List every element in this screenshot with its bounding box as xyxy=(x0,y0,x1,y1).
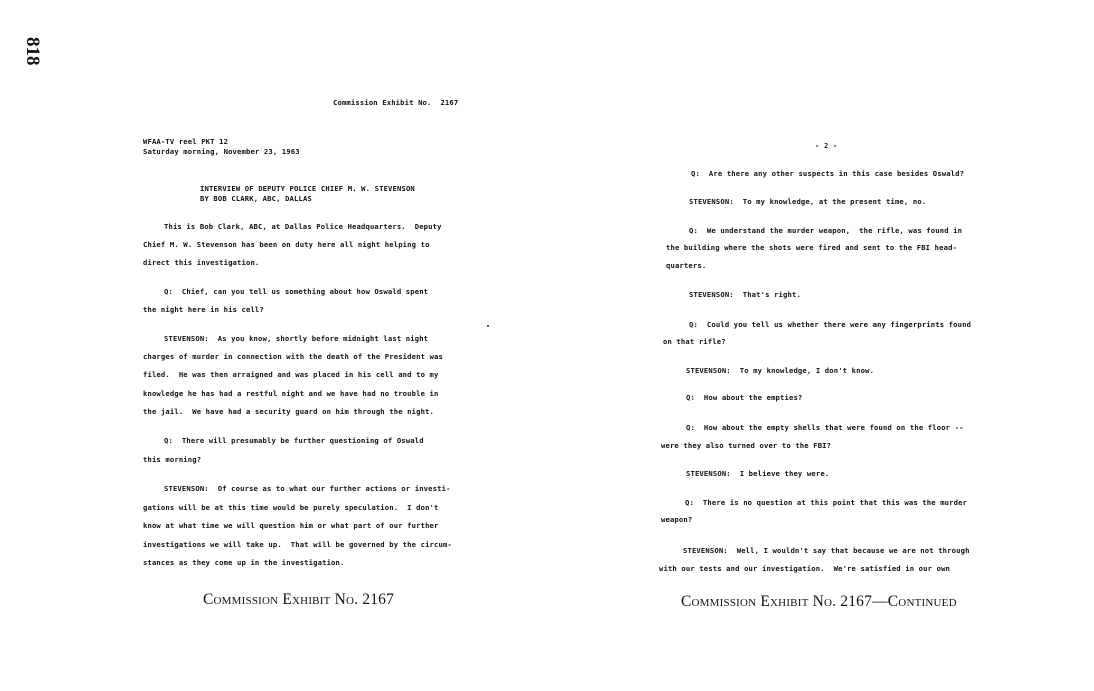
question-line: Q: Could you tell us whether there were any fingerprints found xyxy=(689,320,972,329)
question-line: Q: How about the empties? xyxy=(686,393,803,402)
question-line: the building where the shots were fired and sent to the FBI head- xyxy=(666,243,958,252)
answer-line: know at what time we will question him or what part of our further xyxy=(143,521,439,530)
answer-line: with our tests and our investigation. We're satisfied in our own xyxy=(659,564,951,573)
question-line: Q: There is no question at this point that this was the murder xyxy=(685,498,968,507)
answer-line: stances as they come up in the investigation. xyxy=(143,558,345,567)
question-line: quarters. xyxy=(666,261,707,270)
question-line: Q: Are there any other suspects in this case besides Oswald? xyxy=(691,169,965,178)
page-number: 818 xyxy=(22,37,43,66)
body-line: direct this investigation. xyxy=(143,258,260,267)
answer-line: investigations we will take up. That will be governed by the circum- xyxy=(143,540,452,549)
question-line: Q: How about the empty shells that were found on the floor -- xyxy=(686,423,964,432)
date-line: Saturday morning, November 23, 1963 xyxy=(143,147,300,156)
exhibit-header: Commission Exhibit No. 2167 xyxy=(333,98,459,107)
question-line: were they also turned over to the FBI? xyxy=(661,441,832,450)
answer-line: charges of murder in connection with the death of the President was xyxy=(143,352,443,361)
interview-title-line-1: INTERVIEW OF DEPUTY POLICE CHIEF M. W. STEVENSON xyxy=(200,184,415,193)
exhibit-caption-left: Commission Exhibit No. 2167 xyxy=(203,591,395,608)
answer-line: STEVENSON: Well, I wouldn't say that because we are not through xyxy=(683,546,970,555)
answer-line: STEVENSON: As you know, shortly before midnight last night xyxy=(164,334,429,343)
answer-line: STEVENSON: Of course as to what our further actions or investi- xyxy=(164,484,451,493)
interview-title-line-2: BY BOB CLARK, ABC, DALLAS xyxy=(200,194,312,203)
question-line: weapon? xyxy=(661,515,693,524)
answer-line: the jail. We have had a security guard on him through the night. xyxy=(143,407,435,416)
scan-speck xyxy=(487,325,489,327)
answer-line: knowledge he has had a restful night and we have had no trouble in xyxy=(143,389,439,398)
body-line: Chief M. W. Stevenson has been on duty here all night helping to xyxy=(143,240,430,249)
answer-line: gations will be at this time would be purely speculation. I don't xyxy=(143,503,439,512)
question-line: this morning? xyxy=(143,455,202,464)
question-line: Q: Chief, can you tell us something about how Oswald spent xyxy=(164,287,429,296)
reel-line: WFAA-TV reel PKT 12 xyxy=(143,137,229,146)
answer-line: STEVENSON: I believe they were. xyxy=(686,469,830,478)
page-marker: - 2 - xyxy=(815,141,838,150)
answer-line: STEVENSON: That's right. xyxy=(689,290,801,299)
answer-line: filed. He was then arraigned and was placed in his cell and to my xyxy=(143,370,439,379)
question-line: Q: There will presumably be further questioning of Oswald xyxy=(164,436,424,445)
exhibit-caption-right: Commission Exhibit No. 2167—Continued xyxy=(681,593,957,610)
body-line: This is Bob Clark, ABC, at Dallas Police Headquarters. Deputy xyxy=(164,222,442,231)
question-line: Q: We understand the murder weapon, the rifle, was found in xyxy=(689,226,963,235)
answer-line: STEVENSON: To my knowledge, I don't know. xyxy=(686,366,875,375)
question-line: on that rifle? xyxy=(663,337,726,346)
question-line: the night here in his cell? xyxy=(143,305,264,314)
answer-line: STEVENSON: To my knowledge, at the present time, no. xyxy=(689,197,927,206)
